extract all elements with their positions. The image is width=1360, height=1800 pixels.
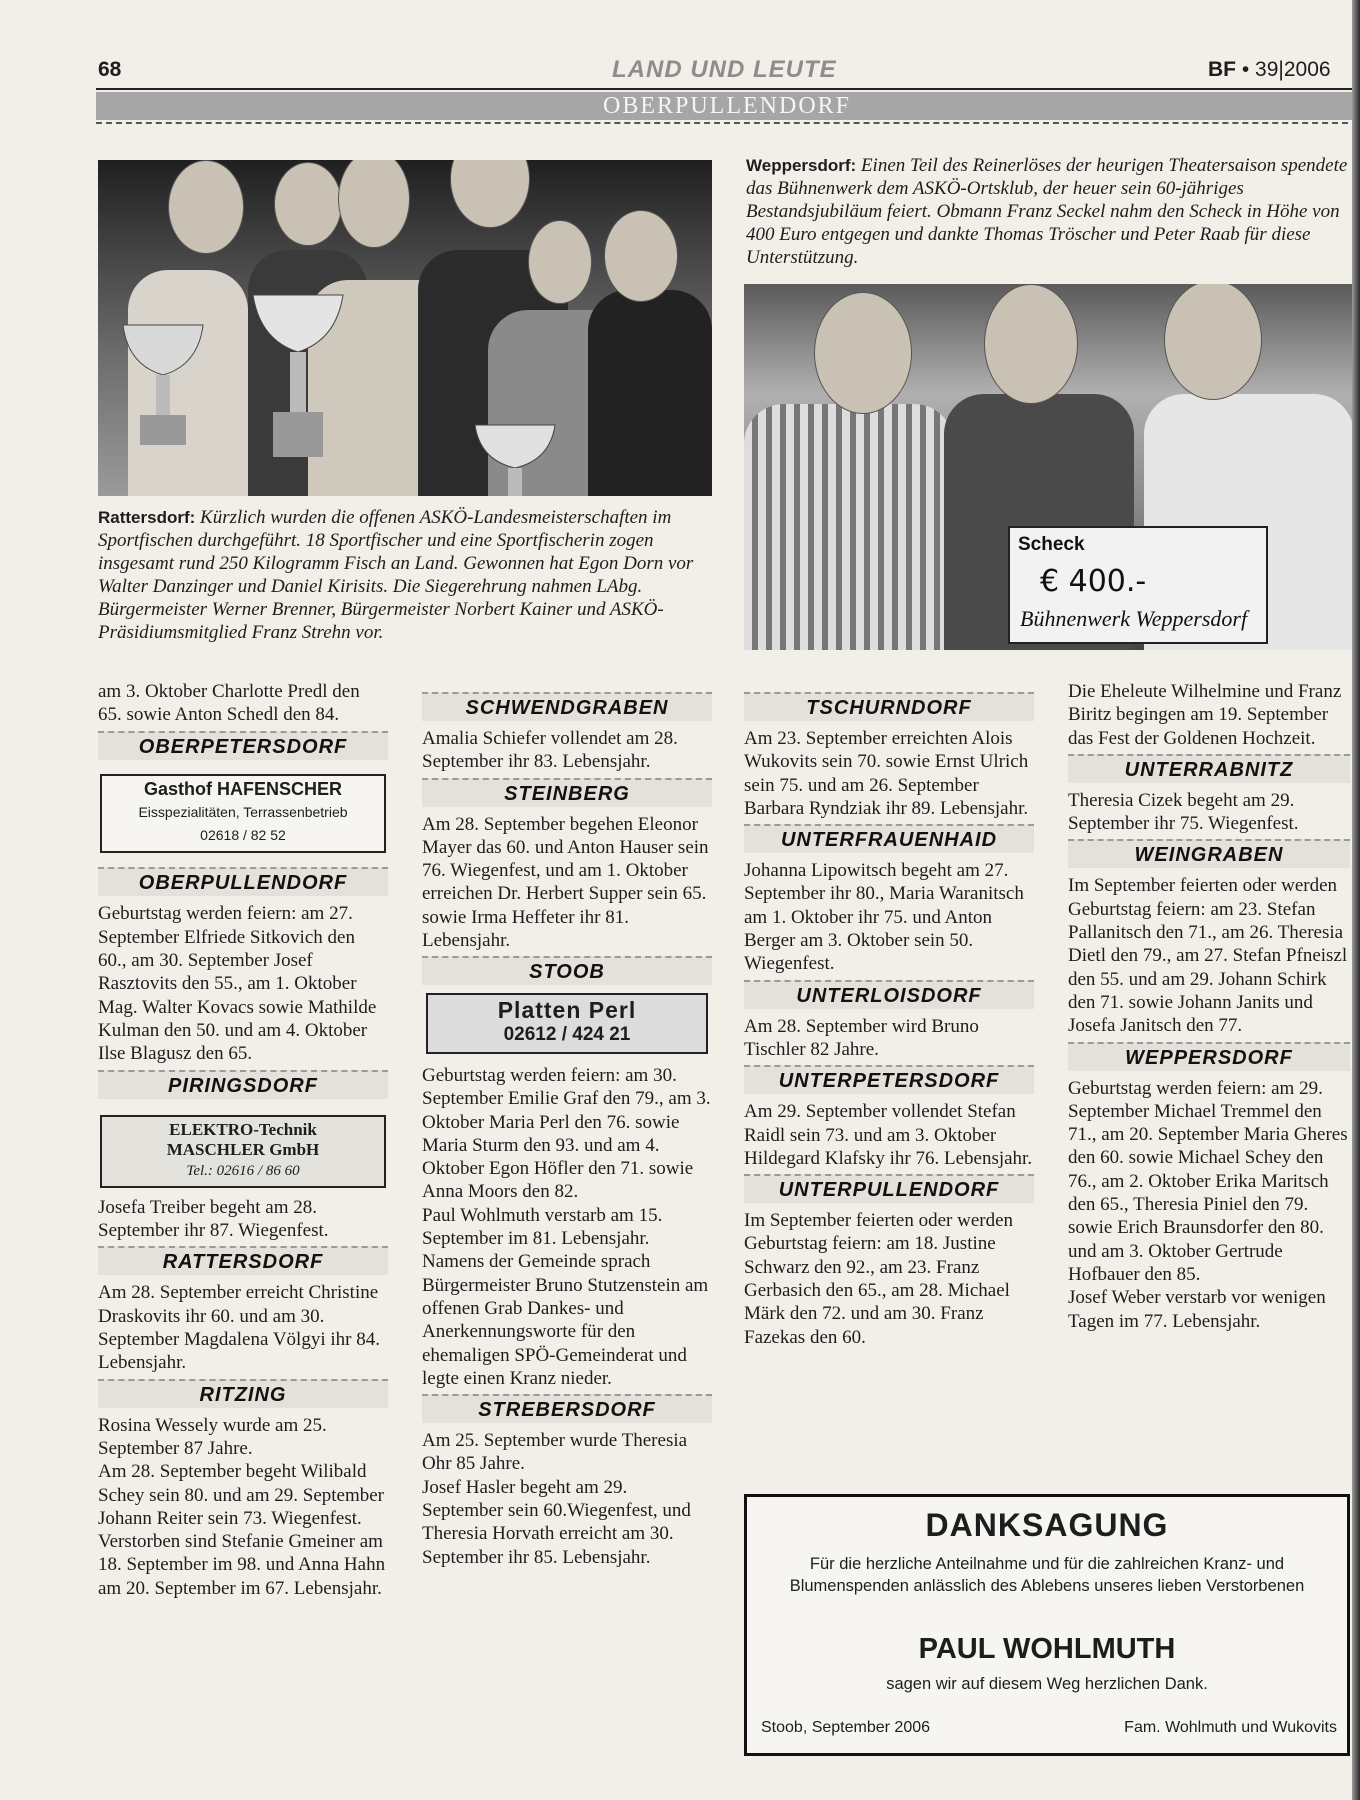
caption-text-weppersdorf: Einen Teil des Reinerlöses der heurigen Theatersaison spendete das Bühnenwerk dem ASKÖ-Ortsklub, der heuer sein 60-jähriges Bestandsjubiläum feiert. Obmann Franz Seckel nahm den Scheck in Höhe von 400 Euro entgegen und dankte Thomas Tröscher und Peter Raab für diese Unterstützung. (746, 155, 1348, 268)
text-unterrabnitz: Theresia Cizek begeht am 29. September ihr 75. Wiegenfest. (1068, 789, 1299, 835)
ad-maschler-phone: Tel.: 02616 / 86 60 (186, 1162, 300, 1179)
text-stoob-1: Geburtstag werden feiern: am 30. September Emilie Graf den 79., am 3. Oktober Maria Perl den 76. sowie Maria Sturm den 93. und am 4. Oktober Egon Höfler den 71. sowie Anna Moors den 82. (422, 1064, 711, 1203)
ad-elektro-maschler (100, 1115, 386, 1188)
scan-edge (1352, 0, 1360, 1800)
column-1 (98, 680, 388, 1600)
issue-label (1208, 58, 1331, 82)
heading-tschurndorf: TSCHURNDORF (744, 692, 1034, 721)
ad-maschler-name2: MASCHLER GmbH (166, 1139, 320, 1159)
text-weppersdorf-1: Geburtstag werden feiern: am 29. September Michael Tremmel den 71., am 20. September Maria Gheres den 60. sowie Michael Schey den 76., am 2. Oktober Erika Maritsch den 65., Theresia Piniel den 79. sowie Erich Braunsdorfer den 80. und am 3. Oktober Gertrude Hofbauer den 85. (1068, 1077, 1348, 1285)
header-rule (96, 88, 1358, 90)
heading-strebersdorf: STREBERSDORF (422, 1394, 712, 1423)
text-oberpullendorf: Geburtstag werden feiern: am 27. September Elfriede Sitkovich den 60., am 30. September Josef Rasztovits den 55., am 1. Oktober Mag. Walter Kovacs sowie Mathilde Kulman den 50. und am 4. Oktober Ilse Blagusz den 65. (98, 903, 377, 1065)
page-number: 68 (98, 58, 122, 81)
issue-number: • 39|2006 (1241, 58, 1331, 81)
text-piringsdorf: Josefa Treiber begeht am 28. September ihr 87. Wiegenfest. (98, 1196, 329, 1242)
trophy-icon (118, 320, 208, 450)
ad-maschler-name: ELEKTRO-Technik (169, 1119, 317, 1139)
danksagung-family: Fam. Wohlmuth und Wukovits (1124, 1719, 1337, 1736)
text-weppersdorf-2: Josef Weber verstarb vor wenigen Tagen im 77. Lebensjahr. (1068, 1287, 1326, 1332)
scheck-label: Scheck (1018, 534, 1085, 555)
danksagung-notice (744, 1494, 1350, 1756)
region-banner (96, 92, 1358, 120)
heading-schwendgraben: SCHWENDGRABEN (422, 692, 712, 721)
scheck-board (1008, 526, 1268, 644)
trophy-icon (470, 420, 560, 496)
text-unterfrauenhaid: Johanna Lipowitsch begeht am 27. September ihr 80., Maria Waranitsch am 1. Oktober ihr 75. und Anton Berger am 3. Oktober sein 50. Wiegenfest. (744, 860, 1024, 975)
ad-hafenscher-name: Gasthof HAFENSCHER (143, 778, 342, 799)
heading-oberpullendorf: OBERPULLENDORF (98, 867, 388, 896)
caption-rattersdorf (98, 506, 714, 644)
text-ritzing-2: Am 28. September begeht Wilibald Schey sein 80. und am 29. September Johann Reiter sein 73. Wiegenfest. (98, 1461, 385, 1529)
heading-oberpetersdorf: OBERPETERSDORF (98, 731, 388, 760)
column-4 (1068, 680, 1350, 1333)
photo-weppersdorf-scheck (744, 284, 1352, 650)
heading-unterpetersdorf: UNTERPETERSDORF (744, 1065, 1034, 1094)
heading-unterpullendorf: UNTERPULLENDORF (744, 1174, 1034, 1203)
text-unterpetersdorf: Am 29. September vollendet Stefan Raidl sein 73. und am 3. Oktober Hildegard Klafsky ihr 76. Lebensjahr. (744, 1101, 1033, 1169)
ad-platten-name: Platten Perl (497, 997, 637, 1024)
header-dashed-rule (96, 122, 1358, 124)
scheck-amount: € 400.- (1040, 564, 1147, 599)
ad-gasthof-hafenscher (100, 774, 386, 854)
scheck-payee: Bühnenwerk Weppersdorf (1020, 606, 1248, 631)
text-stoob-2: Paul Wohlmuth verstarb am 15. September im 81. Lebensjahr. Namens der Gemeinde sprach Bürgermeister Bruno Stutzenstein am offenen Grab Dankes- und Anerkennungsworte für den ehemaligen SPÖ-Gemeinderat und legte einen Kranz nieder. (422, 1204, 709, 1389)
col4-intro: Die Eheleute Wilhelmine und Franz Biritz begingen am 19. September das Fest der Goldenen Hochzeit. (1068, 681, 1342, 749)
heading-piringsdorf: PIRINGSDORF (98, 1070, 388, 1099)
danksagung-thanks: sagen wir auf diesem Weg herzlichen Dank. (886, 1675, 1208, 1693)
text-schwendgraben: Amalia Schiefer vollendet am 28. September ihr 83. Lebensjahr. (422, 728, 678, 773)
text-tschurndorf: Am 23. September erreichten Alois Wukovits sein 70. sowie Ernst Ulrich sein 75. und am 26. September Barbara Ryndziak ihr 89. Lebensjahr. (744, 728, 1029, 819)
text-steinberg: Am 28. September begehen Eleonor Mayer das 60. und Anton Hauser sein 76. Wiegenfest, und am 1. Oktober erreichen Dr. Herbert Supper sein 65. sowie Irma Heffeter ihr 81. Lebensjahr. (422, 813, 709, 952)
publication-label: BF (1208, 58, 1236, 81)
text-strebersdorf-2: Josef Hasler begeht am 29. September sein 60.Wiegenfest, und Theresia Horvath erreicht am 30. September ihr 85. Lebensjahr. (422, 1476, 691, 1568)
column-3 (744, 688, 1034, 1349)
heading-ritzing: RITZING (98, 1379, 388, 1408)
caption-lead-rattersdorf: Rattersdorf: (98, 508, 196, 527)
danksagung-body: Für die herzliche Anteilnahme und für die zahlreichen Kranz- und Blumenspenden anlässlich des Ablebens unseres lieben Verstorbenen (789, 1555, 1305, 1595)
text-weingraben: Im September feierten oder werden Geburtstag feiern: am 23. Stefan Pallanitsch den 71., am 26. Theresia Dietl den 79., am 27. Stefan Pfneiszl den 55. und am 29. Johann Schirk den 71. sowie Johann Janits und Josefa Janitsch den 77. (1068, 875, 1348, 1037)
text-ritzing-1: Rosina Wessely wurde am 25. September 87 Jahre. (98, 1414, 327, 1459)
caption-text-rattersdorf: Kürzlich wurden die offenen ASKÖ-Landesmeisterschaften im Sportfischen durchgeführt. 18 Sportfischer und eine Sportfischerin zogen insgesamt rund 250 Kilogramm Fisch an Land. Gewonnen hat Egon Dorn vor Walter Danzinger und Daniel Kirisits. Die Siegerehrung nahmen LAbg. Bürgermeister Werner Brenner, Bürgermeister Norbert Kainer und ASKÖ-Präsidiumsmitglied Franz Strehn vor. (98, 507, 694, 643)
column-2 (422, 688, 712, 1569)
text-ritzing-3: Verstorben sind Stefanie Gmeiner am 18. September im 98. und Anna Hahn am 20. September im 67. Lebensjahr. (98, 1531, 386, 1599)
danksagung-name: PAUL WOHLMUTH (918, 1633, 1176, 1665)
caption-weppersdorf (746, 154, 1348, 269)
photo-rattersdorf-award (98, 160, 712, 496)
ad-hafenscher-phone: 02618 / 82 52 (200, 827, 286, 844)
trophy-icon (248, 290, 348, 460)
ad-platten-phone: 02612 / 424 21 (503, 1023, 631, 1045)
section-title: LAND UND LEUTE (612, 56, 837, 83)
ad-hafenscher-line: Eisspezialitäten, Terrassenbetrieb (138, 803, 348, 820)
text-unterpullendorf: Im September feierten oder werden Geburtstag feiern: am 18. Justine Schwarz den 92., am 23. Franz Gerbasich den 65., am 28. Michael Märk den 72. und am 30. Franz Fazekas den 60. (744, 1210, 1014, 1348)
heading-unterfrauenhaid: UNTERFRAUENHAID (744, 824, 1034, 853)
col1-intro: am 3. Oktober Charlotte Predl den 65. sowie Anton Schedl den 84. (98, 681, 360, 726)
ad-platten-perl (426, 993, 708, 1054)
heading-steinberg: STEINBERG (422, 778, 712, 807)
heading-stoob: STOOB (422, 956, 712, 985)
caption-lead-weppersdorf: Weppersdorf: (746, 156, 857, 175)
danksagung-place-date: Stoob, September 2006 (761, 1719, 931, 1736)
region-title: OBERPULLENDORF (602, 93, 852, 119)
heading-unterrabnitz: UNTERRABNITZ (1068, 754, 1350, 783)
heading-rattersdorf: RATTERSDORF (98, 1246, 388, 1275)
heading-weppersdorf: WEPPERSDORF (1068, 1042, 1350, 1071)
heading-unterloisdorf: UNTERLOISDORF (744, 980, 1034, 1009)
text-strebersdorf-1: Am 25. September wurde Theresia Ohr 85 Jahre. (422, 1430, 688, 1475)
heading-weingraben: WEINGRABEN (1068, 839, 1350, 868)
text-unterloisdorf: Am 28. September wird Bruno Tischler 82 Jahre. (744, 1015, 979, 1060)
danksagung-title: DANKSAGUNG (925, 1507, 1169, 1543)
text-rattersdorf: Am 28. September erreicht Christine Draskovits ihr 60. und am 30. September Magdalena Völgyi ihr 84. Lebensjahr. (98, 1282, 380, 1374)
